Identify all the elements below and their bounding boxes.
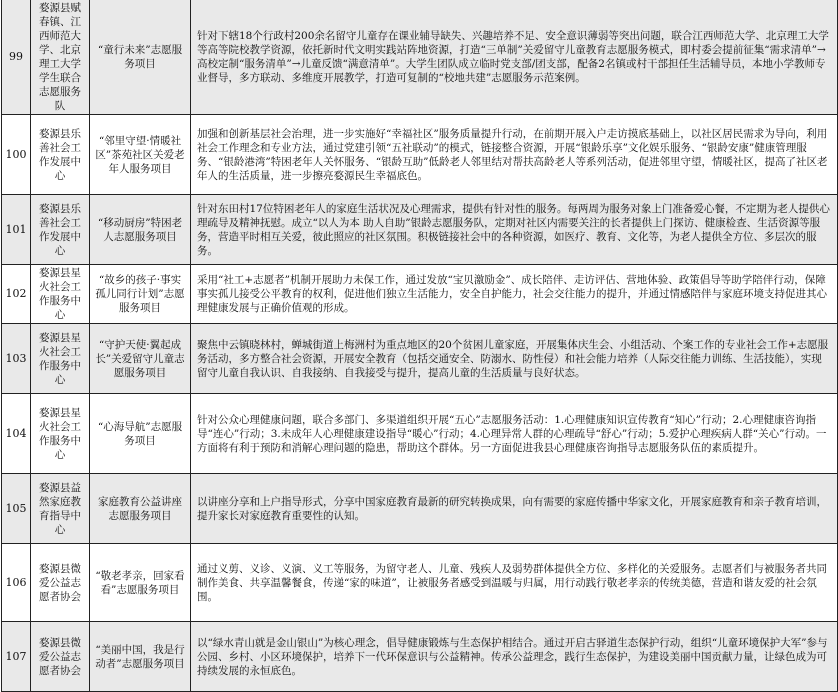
table-row	[2, 324, 838, 394]
row-number: 104	[2, 394, 31, 474]
table-row	[2, 544, 838, 622]
project-description: 采用“社工+志愿者”机制开展助力未保工作，通过发放“宝贝激励金”、成长陪伴、走访评估、营地体验、政策倡导等助学陪伴行动，保障事实孤儿接受公平教育的权利，促进他们独立生活能力，安全自护能力，社会交往能力的提升，并通过情感陪伴与家庭环境支持促进其心理健康发展与正确价值观的形成。	[191, 265, 838, 324]
organization-name: 婺源县乐善社会工作发展中心	[31, 195, 90, 265]
project-name: “移动厨房”特困老人志愿服务项目	[90, 195, 191, 265]
row-number: 106	[2, 544, 31, 622]
project-description: 聚焦中云镇晓林村，蝉城街道上梅洲村为重点地区的20个贫困儿童家庭，开展集体庆生会、小组活动、个案工作的专业社会工作+志愿服务活动，多方整合社会资源，开展安全教育（包括交通安全、防溺水、防性侵）和社会能力培养（人际交往能力训练、生活技能），实现留守儿童自我认识、自我接纳、自我接受与提升，提高儿童的生活质量与良好状态。	[191, 324, 838, 394]
project-name: “邻里守望·情暖社区”茶苑社区关爱老年人服务项目	[90, 115, 191, 195]
row-number: 105	[2, 474, 31, 544]
organization-name: 婺源县星火社会工作服务中心	[31, 265, 90, 324]
row-number: 100	[2, 115, 31, 195]
project-description: 以“绿水青山就是金山银山”为核心理念，倡导健康锻炼与生态保护相结合。通过开启古驿道生态保护行动，组织“儿童环境保护大军”参与公园、乡村、小区环境保护，培养下一代环保意识与公益精神。传承公益理念，践行生态保护，为建设美丽中国贡献力量，让绿色成为可持续发展的永恒底色。	[191, 622, 838, 692]
project-name: “心海导航”志愿服务项目	[90, 394, 191, 474]
organization-name: 婺源县乐善社会工作发展中心	[31, 115, 90, 195]
organization-name: 婺源县星火社会工作服务中心	[31, 324, 90, 394]
project-description: 加强和创新基层社会治理，进一步实施好“幸福社区”服务质量提升行动，在前期开展入户走访摸底基础上，以社区居民需求为导向，利用社会工作理念和专业方法，通过党建引领“五社联动”的模式，链接整合资源，开展“银龄乐享”文化娱乐服务、“银龄安康”健康管理服务、“银龄港湾”特困老年人关怀服务、“银龄互助”低龄老人邻里结对帮扶高龄老人等系列活动，促进邻里守望，情暖社区，提高了社区老年人的生活质量，进一步擦亮婺源民生幸福底色。	[191, 115, 838, 195]
project-name: “童行未来”志愿服务项目	[90, 0, 191, 115]
row-number: 101	[2, 195, 31, 265]
table-row	[2, 195, 838, 265]
organization-name: 婺源县益然家庭教育指导中心	[31, 474, 90, 544]
project-description: 针对下辖18个行政村200余名留守儿童存在课业辅导缺失、兴趣培养不足、安全意识薄弱等突出问题，联合江西师范大学、北京理工大学等高等院校教学资源，依托新时代文明实践站阵地资源，打造“三单制”关爱留守儿童教育志愿服务模式，即村委会提前征集“需求清单”→高校定制“服务清单”→儿童反馈“满意清单”。大学生团队成立临时党支部/团支部，配备2名镇或村干部担任生活辅导员，本地小学教师专业督导，多方联动、多维度开展教学，打造可复制的“校地共建”志愿服务示范案例。	[191, 0, 838, 115]
project-name: “美丽中国，我是行动者”志愿服务项目	[90, 622, 191, 692]
row-number: 103	[2, 324, 31, 394]
table-row	[2, 115, 838, 195]
table-row	[2, 622, 838, 692]
project-description: 针对公众心理健康问题，联合多部门、多渠道组织开展“五心”志愿服务活动：1.心理健康知识宣传教育“知心”行动；2.心理健康咨询指导“连心”行动；3.未成年人心理健康建设指导“暖心”行动；4.心理异常人群的心理疏导“舒心”行动；5.爱护心理疾病人群“关心”行动。一方面将有利于预防和消解心理问题的隐患，帮助这个群体。另一方面促进我县心理健康咨询指导志愿服务队伍的素质提升。	[191, 394, 838, 474]
volunteer-projects-table	[1, 0, 838, 692]
project-description: 针对东田村17位特困老年人的家庭生活状况及心理需求，提供有针对性的服务。每两周为服务对象上门准备爱心餐，不定期为老人提供心理疏导及精神抚慰。成立“以人为本 助人自助”银龄志愿服务队，定期对社区内需要关注的长者提供上门探访、健康检查、生活资源等服务，营造平时相互关爱，彼此照应的社区氛围。积极链接社会中的各种资源，如医疗、教育、文化等，为老人提供全方位、多层次的服务。	[191, 195, 838, 265]
project-description: 通过义剪、义诊、义演、义工等服务，为留守老人、儿童、残疾人及弱势群体提供全方位、多样化的关爱服务。志愿者们与被服务者共同制作美食、共享温馨餐食，传递“家的味道”，让被服务者感受到温暖与归属，用行动践行敬老孝亲的传统美德，营造和谐友爱的社会氛围。	[191, 544, 838, 622]
row-number: 99	[2, 0, 31, 115]
organization-name: 婺源县赋春镇、江西师范大学、北京理工大学学生联合志愿服务队	[31, 0, 90, 115]
table-row	[2, 265, 838, 324]
project-description: 以讲座分享和上户指导形式，分享中国家庭教育最新的研究转换成果，向有需要的家庭传播中华家文化，开展家庭教育和亲子教育培训，提升家长对家庭教育重要性的认知。	[191, 474, 838, 544]
row-number: 102	[2, 265, 31, 324]
project-name: 家庭教育公益讲座志愿服务项目	[90, 474, 191, 544]
row-number: 107	[2, 622, 31, 692]
table-row	[2, 0, 838, 115]
table-row	[2, 394, 838, 474]
organization-name: 婺源县微爱公益志愿者协会	[31, 544, 90, 622]
project-name: “守护天使·翼起成长”关爱留守儿童志愿服务项目	[90, 324, 191, 394]
organization-name: 婺源县微爱公益志愿者协会	[31, 622, 90, 692]
project-name: “敬老孝亲，回家看看”志愿服务项目	[90, 544, 191, 622]
table-row	[2, 474, 838, 544]
organization-name: 婺源县星火社会工作服务中心	[31, 394, 90, 474]
project-name: “故乡的孩子·事实孤儿同行计划”志愿服务项目	[90, 265, 191, 324]
